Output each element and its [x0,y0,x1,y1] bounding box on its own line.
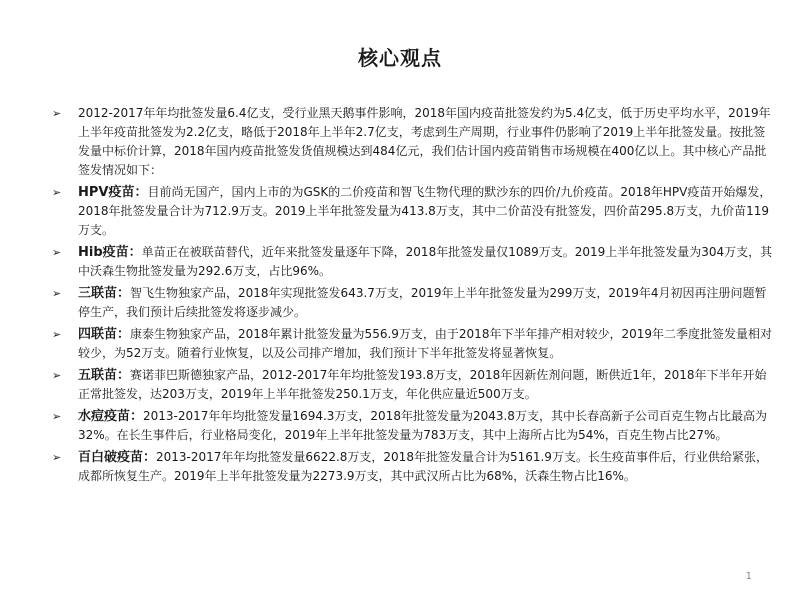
bullet-text: 目前尚无国产，国内上市的为GSK的二价疫苗和智飞生物代理的默沙东的四价/九价疫苗。2018年HPV疫苗开始爆发，2018年批签发量合计为712.9万支。2019上半年批签发量为413.8万支，其中二价苗没有批签发，四价苗295.8万支，九价苗119万支。 [78,185,772,237]
bullet-penta [52,366,774,404]
bullet-lead: HPV疫苗： [78,185,148,200]
bullet-triple [52,284,774,322]
bullet-text: 2012-2017年年均批签发量6.4亿支，受行业黑天鹅事件影响，2018年国内疫苗批签发约为5.4亿支，低于历史平均水平，2019年上半年疫苗批签发为2.2亿支，略低于2018年上半年2.7亿支，考虑到生产周期，行业事件仍影响了2019上半年批签发量。按批签发量中标价计算，2018年国内疫苗批签发货值规模达到484亿元，我们估计国内疫苗销售市场规模在400亿以上。其中核心产品批签发情况如下： [78,106,771,177]
page-number: 1 [745,571,752,582]
bullet-lead: 水痘疫苗： [78,409,144,424]
bullet-text: 2013-2017年年均批签发量1694.3万支，2018年批签发量为2043.8万支，其中长春高新子公司百克生物占比最高为32%。在长生事件后，行业格局变化，2019年上半年批签发量为783万支，其中上海所占比为54%，百克生物占比27%。 [78,409,767,442]
bullet-arrow-icon: ➢ [52,369,62,382]
bullet-text: 智飞生物独家产品，2018年实现批签发643.7万支，2019年上半年批签发量为299万支，2019年4月初因再注册问题暂停生产，我们预计后续批签发将逐步减少。 [78,286,767,319]
bullet-text: 赛诺菲巴斯德独家产品，2012-2017年年均批签发193.8万支，2018年因新佐剂问题，断供近1年，2018年下半年开始正常批签发，达203万支，2019年上半年批签发250.1万支，年化供应量近500万支。 [78,368,767,401]
bullet-text: 康泰生物独家产品，2018年累计批签发量为556.9万支，由于2018年下半年排产相对较少，2019年二季度批签发量相对较少，为52万支。随着行业恢复，以及公司排产增加，我们预计下半年批签发将显著恢复。 [78,327,772,360]
key-points-list [52,104,774,489]
bullet-arrow-icon: ➢ [52,287,62,300]
bullet-arrow-icon: ➢ [52,186,62,199]
bullet-arrow-icon: ➢ [52,107,62,120]
bullet-arrow-icon: ➢ [52,246,62,259]
bullet-arrow-icon: ➢ [52,410,62,423]
bullet-dtap [52,448,774,486]
bullet-arrow-icon: ➢ [52,451,62,464]
bullet-varicella [52,407,774,445]
bullet-quad [52,325,774,363]
bullet-hpv [52,183,774,240]
bullet-arrow-icon: ➢ [52,328,62,341]
bullet-hib [52,243,774,281]
page-title: 核心观点 [358,46,442,70]
bullet-lead: 四联苗： [78,327,131,342]
bullet-overview [52,104,774,180]
bullet-lead: 三联苗： [78,286,131,301]
bullet-text: 单苗正在被联苗替代，近年来批签发量逐年下降，2018年批签发量仅1089万支。2019上半年批签发量为304万支，其中沃森生物批签发量为292.6万支，占比96%。 [78,245,773,278]
bullet-lead: 五联苗： [78,368,131,383]
bullet-lead: Hib疫苗： [78,245,142,260]
bullet-lead: 百白破疫苗： [78,450,157,465]
bullet-text: 2013-2017年年均批签发量6622.8万支，2018年批签发量合计为5161.9万支。长生疫苗事件后，行业供给紧张，成都所恢复生产。2019年上半年批签发量为2273.9万支，其中武汉所占比为68%，沃森生物占比16%。 [78,450,768,483]
